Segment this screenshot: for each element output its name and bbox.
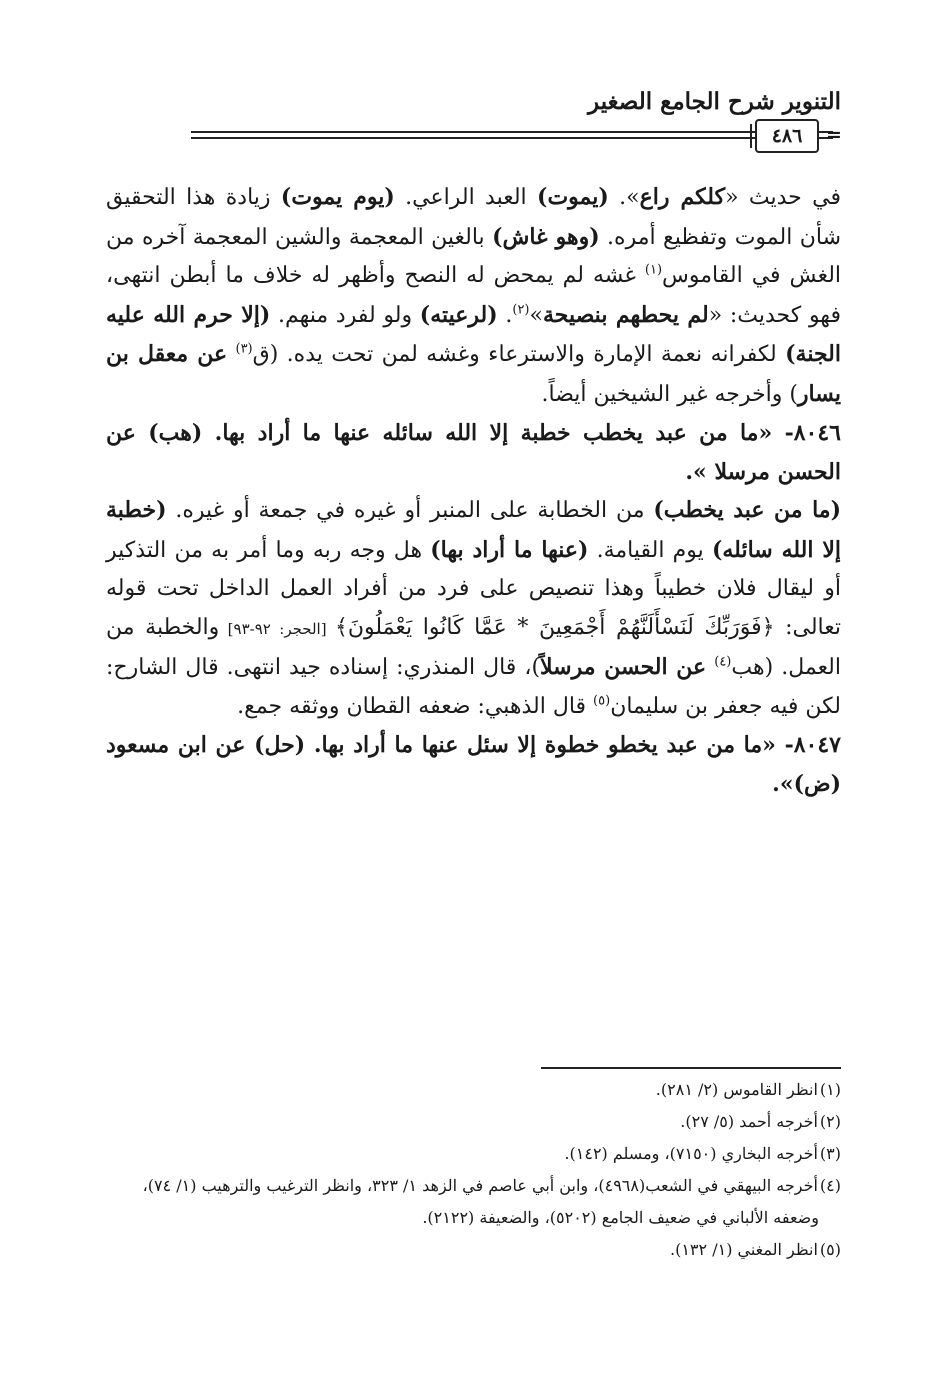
footnote-marker[interactable]: (٢) — [512, 302, 530, 318]
text-run: . — [497, 302, 513, 328]
text-run: ». — [608, 185, 640, 210]
text-run: ) وأخرجه غير الشيخين أيضاً. — [541, 381, 798, 407]
narrator: عن الحسن مرسلاً — [540, 654, 707, 680]
lemma: (وهو غاش) — [492, 223, 600, 250]
hadith-quote: كلكم راع — [639, 184, 726, 210]
page-number-dash: = — [826, 124, 842, 146]
text-run: زيادة هذا التحقيق شأن الموت وتفظيع أمره. — [106, 185, 842, 250]
narrator: عن معقل بن يسار — [106, 341, 841, 407]
text-run: ولو لفرد منهم. — [270, 302, 420, 328]
text-run: من الخطابة على المنبر أو غيره في جمعة أو غيره. — [166, 498, 654, 523]
text-run: في حديث « — [725, 185, 841, 210]
footnote-number: (٢) — [819, 1112, 841, 1131]
text-run: » — [529, 302, 543, 328]
text-run: والخطبة من العمل. (هب — [106, 614, 841, 680]
footnote-text: أخرجه البيهقي في الشعب(٤٩٦٨)، وابن أبي عاصم في الزهد ١/ ٣٢٣، وانظر الترغيب والترهيب (١/ ٧٤)، وضعفه الألباني في ضعيف الجامع (٥٢٠٢)، والضعيفة (٢١٢٢). — [142, 1176, 819, 1227]
footnote-text: أخرجه أحمد (٥/ ٢٧). — [680, 1112, 818, 1131]
hadith-entry-8046: ٨٠٤٦- «ما من عبد يخطب خطبة إلا الله سائله عنها ما أراد بها. (هب) عن الحسن مرسلا ». — [106, 420, 841, 485]
header-rule-bottom — [191, 137, 833, 139]
footnotes — [106, 1074, 841, 1266]
footnote-3 — [106, 1138, 841, 1170]
footnote-4 — [106, 1170, 841, 1234]
footnote-number: (٥) — [819, 1240, 841, 1259]
footnote-separator — [541, 1067, 841, 1069]
lemma: (لرعيته) — [419, 301, 498, 328]
lemma: (عنها ما أراد بها) — [430, 536, 589, 563]
footnote-text: انظر المغني (١/ ١٣٢). — [670, 1240, 818, 1259]
footnote-2 — [106, 1106, 841, 1138]
footnote-number: (٤) — [819, 1176, 841, 1195]
hadith-quote: لم يحطهم بنصيحة — [542, 301, 709, 328]
running-title: التنوير شرح الجامع الصغير — [588, 88, 841, 115]
lemma: (يموت) — [537, 184, 609, 210]
footnote-5 — [106, 1234, 841, 1266]
text-run: يوم القيامة. — [588, 537, 712, 563]
quran-verse: ﴿فَوَرَبِّكَ لَنَسْأَلَنَّهُمْ أَجْمَعِينَ * عَمَّا كَانُوا يَعْمَلُونَ﴾ — [334, 614, 775, 640]
main-text — [106, 178, 841, 803]
footnote-number: (١) — [819, 1080, 841, 1099]
hadith-entry-8047: ٨٠٤٧- «ما من عبد يخطو خطوة إلا سئل عنها ما أراد بها. (حل) عن ابن مسعود (ض)». — [106, 732, 841, 797]
lemma: (يوم يموت) — [280, 184, 395, 210]
lemma: (خطبة إلا الله سائله) — [106, 497, 841, 563]
footnote-marker[interactable]: (٥) — [593, 693, 611, 709]
footnote-1 — [106, 1074, 841, 1106]
lemma: (ما من عبد يخطب) — [653, 497, 841, 523]
text-run: قال الذهبي: ضعفه القطان ووثقه جمع. — [237, 693, 594, 719]
lemma: (إلا حرم الله عليه الجنة) — [106, 301, 841, 367]
header-rule-top — [191, 131, 833, 133]
verse-reference: [الحجر: ٩٢-٩٣] — [219, 619, 335, 638]
text-run: هل وجه ربه وما أمر به من التذكير أو ليقال فلان خطيباً وهذا تنصيص على فرد من أفراد العمل الداخل تحت قوله تعالى: — [106, 537, 841, 640]
footnote-marker[interactable]: (٣) — [235, 341, 253, 357]
text-run: بالغين المعجمة والشين المعجمة آخره من الغش في القاموس — [106, 224, 842, 288]
footnote-marker[interactable]: (٤) — [714, 654, 732, 670]
footnote-marker[interactable]: (١) — [644, 262, 663, 278]
text-run: )، قال المنذري: إسناده جيد انتهى. قال الشارح: لكن فيه جعفر بن سليمان — [106, 655, 841, 719]
page-number: ٤٨٦ — [755, 119, 819, 153]
text-run: لكفرانه نعمة الإمارة والاسترعاء وغشه لمن تحت يده. (ق — [252, 342, 786, 367]
footnote-text: انظر القاموس (٢/ ٢٨١). — [655, 1080, 818, 1099]
commentary-paragraph-1 — [106, 178, 841, 414]
text-run: غشه لم يمحض له النصح وأظهر له خلاف ما أبطن انتهى، فهو كحديث: « — [106, 263, 841, 328]
footnote-number: (٣) — [819, 1144, 841, 1163]
footnote-text: أخرجه البخاري (٧١٥٠)، ومسلم (١٤٢). — [564, 1144, 818, 1163]
commentary-paragraph-2 — [106, 491, 841, 726]
text-run: العبد الراعي. — [394, 185, 538, 210]
